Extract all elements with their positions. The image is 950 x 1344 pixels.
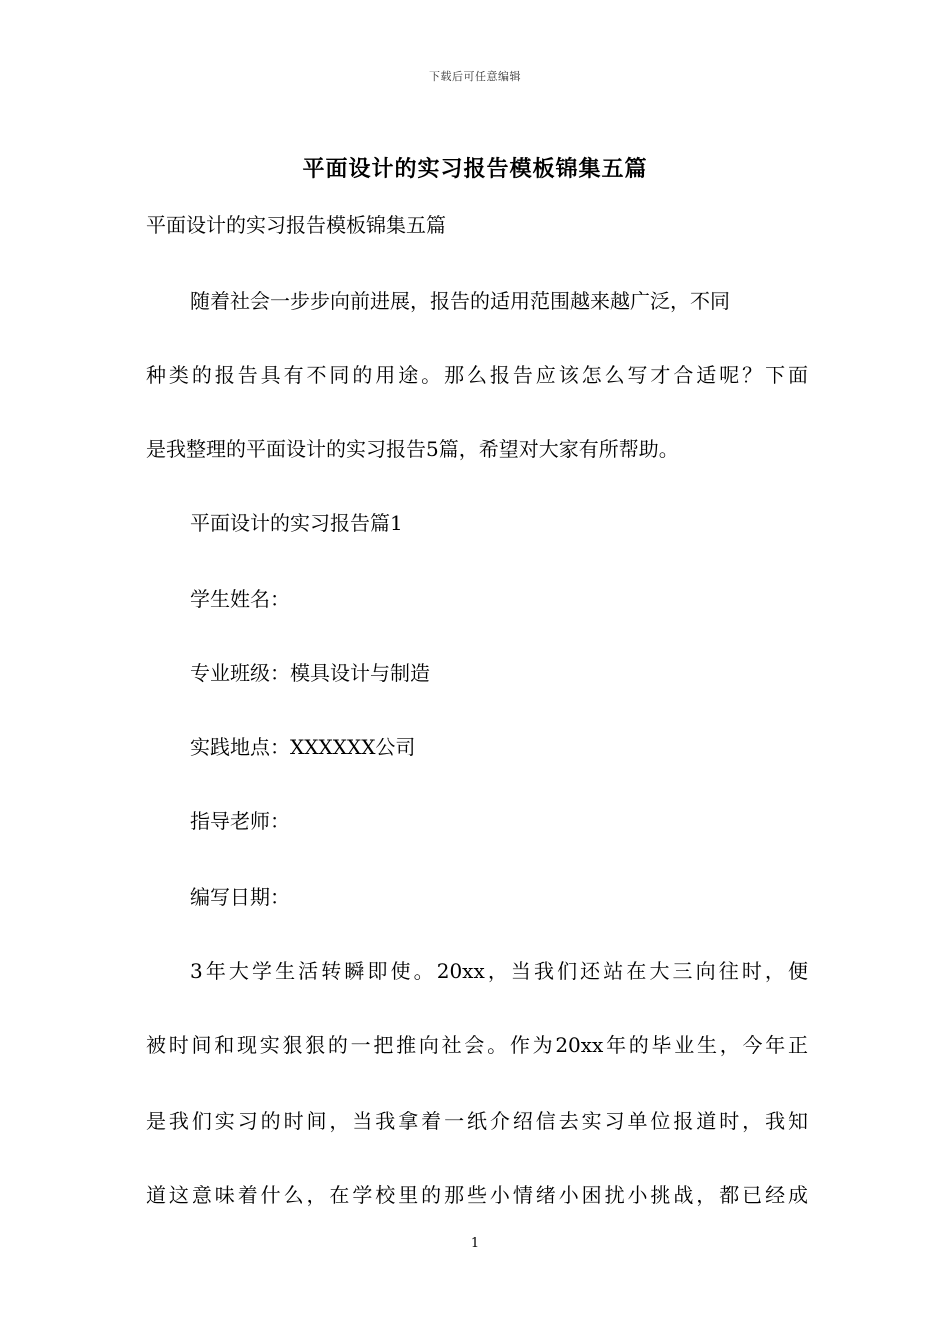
field-student-name: 学生姓名： bbox=[190, 587, 290, 611]
document-title: 平面设计的实习报告模板锦集五篇 bbox=[302, 156, 648, 182]
field-advisor: 指导老师： bbox=[190, 809, 290, 833]
field-location: 实践地点：XXXXXX公司 bbox=[190, 735, 416, 759]
body-line-2: 被时间和现实狠狠的一把推向社会。作为20xx年的毕业生，今年正 bbox=[146, 1033, 808, 1057]
intro-line-2: 种类的报告具有不同的用途。那么报告应该怎么写才合适呢？下面 bbox=[146, 363, 808, 387]
intro-line-1: 随着社会一步步向前进展，报告的适用范围越来越广泛，不同 bbox=[190, 289, 730, 313]
intro-line-3: 是我整理的平面设计的实习报告5篇，希望对大家有所帮助。 bbox=[146, 437, 679, 461]
body-line-1: 3年大学生活转瞬即使。20xx，当我们还站在大三向往时，便 bbox=[190, 959, 808, 983]
field-class: 专业班级：模具设计与制造 bbox=[190, 661, 430, 685]
subtitle-line: 平面设计的实习报告模板锦集五篇 bbox=[146, 213, 446, 237]
body-line-4: 道这意味着什么，在学校里的那些小情绪小困扰小挑战，都已经成 bbox=[146, 1183, 808, 1207]
field-date: 编写日期： bbox=[190, 885, 290, 909]
body-line-3: 是我们实习的时间，当我拿着一纸介绍信去实习单位报道时，我知 bbox=[146, 1109, 808, 1133]
section-heading: 平面设计的实习报告篇1 bbox=[190, 511, 403, 535]
page-number: 1 bbox=[470, 1236, 480, 1251]
header-note: 下载后可任意编辑 bbox=[429, 70, 521, 83]
